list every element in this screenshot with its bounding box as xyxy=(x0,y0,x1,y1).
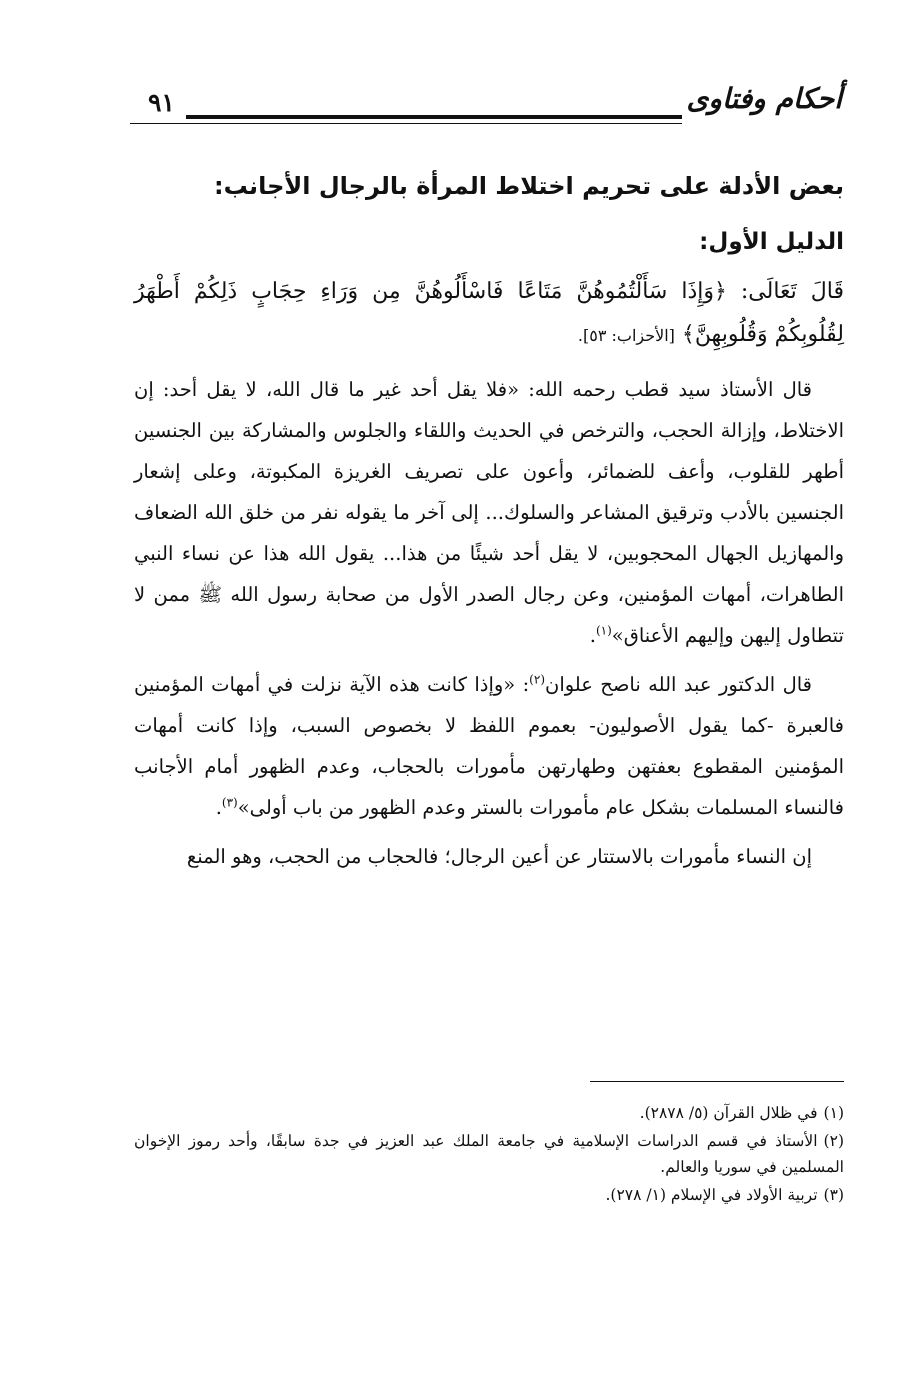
footnote-text: في ظلال القرآن (٥/ ٢٨٧٨). xyxy=(639,1104,818,1122)
concluding-paragraph: إن النساء مأمورات بالاستتار عن أعين الرجال؛ فالحجاب من الحجب، وهو المنع xyxy=(186,845,812,868)
verse-text: قَالَ تَعَالَى: ﴿وَإِذَا سَأَلْتُمُوهُنَّ مَتَاعًا فَاسْأَلُوهُنَّ مِن وَرَاءِ حِجَابٍ ذَلِكُمْ أَطْهَرُ لِقُلُوبِكُمْ وَقُلُوبِهِنَّ﴾ xyxy=(134,279,844,347)
quote-alwan xyxy=(134,664,844,828)
main-text xyxy=(134,156,844,885)
para1-text: قال الأستاذ سيد قطب رحمه الله: «فلا يقل أحد غير ما قال الله، لا يقل أحد: إن الاختلاط، وإزالة الحجب، والترخص في الحديث واللقاء والجلوس والمشاركة بين الجنسين أطهر للقلوب، وأعف للضمائر، وأعون على تصريف الغريزة المكبوتة، وعلى إشعار الجنسين بالأدب وترقيق المشاعر والسلوك... إلى آخر ما يقوله نفر من خلق الله الضعاف والمهازيل الجهال المحجوبين، لا يقل أحد شيئًا من هذا... يقول الله هذا عن نساء النبي الطاهرات، أمهات المؤمنين، وعن رجال الصدر الأول من صحابة رسول الله ﷺ ممن لا تتطاول إليهن وإليهم الأعناق» xyxy=(134,378,844,647)
header-rule xyxy=(186,115,682,119)
header-rule-thin xyxy=(130,123,682,124)
quran-verse xyxy=(134,270,844,357)
footnote-1 xyxy=(134,1100,844,1126)
footnotes xyxy=(134,1100,844,1210)
footnote-number: (٣) xyxy=(823,1186,844,1204)
evidence-subheading: الدليل الأول: xyxy=(699,229,844,255)
footnote-separator xyxy=(590,1081,844,1082)
para2-rest: : «وإذا كانت هذه الآية نزلت في أمهات المؤمنين فالعبرة -كما يقول الأصوليون- بعموم اللفظ لا بخصوص السبب، وإذا كانت أمهات المؤمنين المقطوع بعفتهن وطهارتهن مأمورات بالحجاب، وعدم الظهور أمام الأجانب فالنساء المسلمات بشكل عام مأمورات بالستر وعدم الظهور من باب أولى» xyxy=(134,673,844,819)
quote-sayyid-qutb xyxy=(134,369,844,656)
footnote-ref-2[interactable]: (٢) xyxy=(529,672,545,687)
section-heading: بعض الأدلة على تحريم اختلاط المرأة بالرجال الأجانب: xyxy=(214,172,844,200)
verse-reference: [الأحزاب: ٥٣]. xyxy=(577,326,675,345)
footnote-3 xyxy=(134,1182,844,1208)
footnote-text: تربية الأولاد في الإسلام (١/ ٢٧٨). xyxy=(605,1186,818,1204)
footnote-number: (١) xyxy=(823,1104,844,1122)
page-number: ٩١ xyxy=(148,88,175,117)
footnote-ref-3[interactable]: (٣) xyxy=(221,795,238,810)
para2-start: قال الدكتور عبد الله ناصح علوان xyxy=(545,673,813,696)
para1-end: . xyxy=(589,624,596,647)
footnote-ref-1[interactable]: (١) xyxy=(595,623,612,638)
book-title: أحكام وفتاوى xyxy=(686,82,842,115)
footnote-text: الأستاذ في قسم الدراسات الإسلامية في جامعة الملك عبد العزيز في جدة سابقًا، وأحد رموز الإخوان المسلمين في سوريا والعالم. xyxy=(134,1132,844,1176)
footnote-number: (٢) xyxy=(823,1132,844,1150)
para2-end: . xyxy=(215,796,222,819)
page-header xyxy=(130,78,842,126)
footnote-2 xyxy=(134,1128,844,1180)
